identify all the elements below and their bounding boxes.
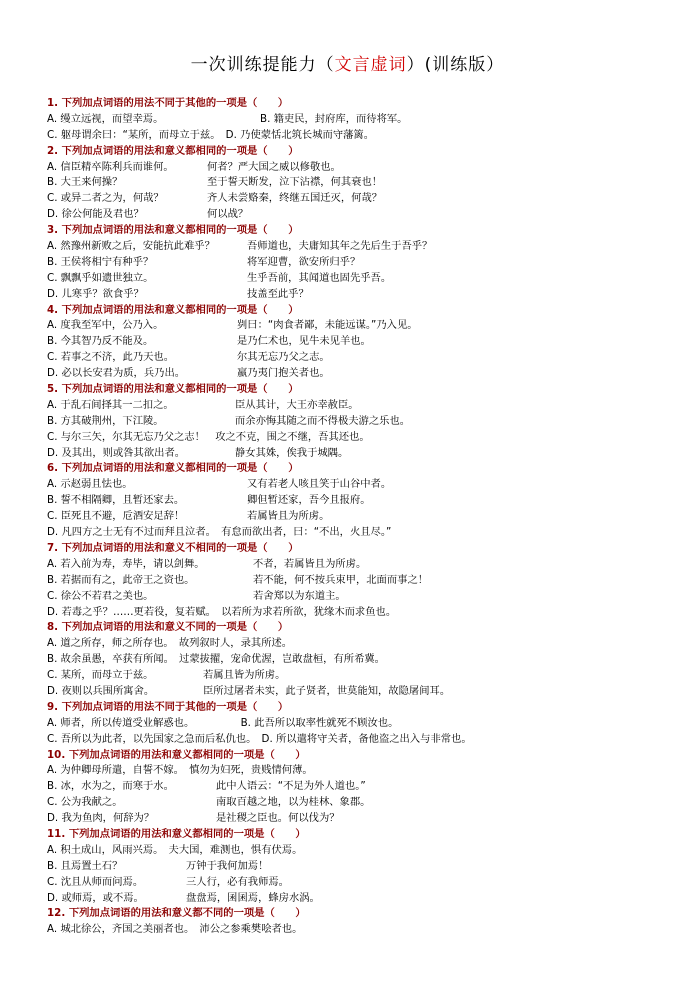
option-row xyxy=(47,636,672,652)
option-left: D. 凡四方之士无有不过而拜且泣者。 有怠而欲出者，曰：“不出，火且尽。” xyxy=(47,526,392,539)
option-right: 不者，若属皆且为所虏。 xyxy=(253,557,367,570)
option-right: 至于誓天断发，泣下沾襟，何其衰也！ xyxy=(207,176,383,189)
option-left: C. 或异二者之为，何哉？ xyxy=(47,192,164,205)
option-row xyxy=(47,175,672,191)
option-left: A. 若入前为寿，寿毕，请以剑舞。 xyxy=(47,557,205,570)
option-left: A. 信臣精卒陈利兵而谁何。 xyxy=(47,160,174,173)
option-left: A. 积土成山，风雨兴焉。 夫大国，难测也，惧有伏焉。 xyxy=(47,843,303,856)
option-left: C. 沈且从师而问焉。 xyxy=(47,875,144,888)
question-title: 8. 下列加点词语的用法和意义不同的一项是（ ） xyxy=(47,621,289,634)
option-left: A. 示赵弱且怯也。 xyxy=(47,478,133,491)
option-right: B. 籍吏民，封府库，而待将军。 xyxy=(260,112,408,125)
option-left: A. 缦立远视，而望幸焉。 xyxy=(47,112,164,125)
option-right: 吾师道也，夫庸知其年之先后生于吾乎？ xyxy=(247,240,433,253)
question-title: 1. 下列加点词语的用法不同于其他的一项是（ ） xyxy=(47,97,289,109)
question-title: 9. 下列加点词语的用法不同于其他的一项是（ ） xyxy=(47,700,289,713)
option-left: A. 道之所存，师之所存也。 故列叙时人，录其所述。 xyxy=(47,637,293,650)
question-list xyxy=(47,96,672,938)
option-right: 盘盘焉，囷囷焉，蜂房水涡。 xyxy=(186,891,320,904)
option-row xyxy=(47,430,672,446)
option-row xyxy=(47,891,672,907)
option-right: 若舍郑以为东道主。 xyxy=(253,589,346,602)
option-right: 是社稷之臣也。何以伐为？ xyxy=(216,812,340,825)
question-title: 12. 下列加点词语的用法和意义都不同的一项是（ ） xyxy=(47,907,306,920)
option-row xyxy=(47,207,672,223)
option-right: 刿曰：“肉食者鄙，未能远谋。”乃入见。 xyxy=(237,319,418,332)
option-left: D. 夜则以兵围所寓舍。 xyxy=(47,684,155,697)
option-row xyxy=(47,398,672,414)
title-highlight: 文言虚词 xyxy=(334,55,407,75)
option-left: C. 飘飘乎如遗世独立。 xyxy=(47,271,154,284)
question-title: 6. 下列加点词语的用法和意义都相同的一项是（ ） xyxy=(47,462,299,475)
option-left: D. 若毒之乎？……更若役，复若赋。 以若所为求若所欲，犹缘木而求鱼也。 xyxy=(47,605,397,618)
option-row xyxy=(47,922,672,938)
question-title: 7. 下列加点词语的用法和意义不相同的一项是（ ） xyxy=(47,541,299,554)
option-row xyxy=(47,811,672,827)
option-row xyxy=(47,287,672,303)
page-title xyxy=(0,50,695,75)
option-left: A. 城北徐公，齐国之美丽者也。 沛公之参乘樊哙者也。 xyxy=(47,923,303,936)
option-left: B. 且焉置土石？ xyxy=(47,859,123,872)
option-row xyxy=(47,732,672,748)
option-left: C. 若事之不济，此乃天也。 xyxy=(47,351,175,364)
option-right: 卿但暂还家，吾今且报府。 xyxy=(247,494,371,507)
option-right: 万钟于我何加焉！ xyxy=(186,859,269,872)
option-row xyxy=(47,318,672,334)
option-row xyxy=(47,716,672,732)
option-left: B. 大王来何操？ xyxy=(47,176,123,189)
option-row xyxy=(47,366,672,382)
option-row xyxy=(47,509,672,525)
option-right: 何以战？ xyxy=(207,208,249,221)
option-row xyxy=(47,191,672,207)
title-suffix: ）(训练版） xyxy=(406,55,505,75)
option-row xyxy=(47,573,672,589)
option-row xyxy=(47,875,672,891)
option-right: 若属皆且为所虏。 xyxy=(247,510,330,523)
option-row xyxy=(47,160,672,176)
option-left: B. 今其智乃反不能及。 xyxy=(47,335,154,348)
option-right: 将军迎曹，欲安所归乎？ xyxy=(247,255,361,268)
option-right: 又有若老人咳且笑于山谷中者。 xyxy=(247,478,392,491)
question-title: 11. 下列加点词语的用法和意义都相同的一项是（ ） xyxy=(47,827,306,840)
option-row xyxy=(47,859,672,875)
title-prefix: 一次训练提能力（ xyxy=(190,55,335,75)
option-right: 臣从其计，大王亦幸赦臣。 xyxy=(235,398,359,411)
option-right: 若属且皆为所虏。 xyxy=(203,669,286,682)
option-row xyxy=(47,414,672,430)
option-left: C. 与尔三矢，尔其无忘乃父之志！ 攻之不克，围之不继，吾其还也。 xyxy=(47,430,370,443)
option-right: 南取百越之地，以为桂林、象郡。 xyxy=(216,796,371,809)
option-right: 是乃仁术也，见牛未见羊也。 xyxy=(237,335,371,348)
option-right: 生乎吾前，其闻道也固先乎吾。 xyxy=(247,271,392,284)
option-left: C. 公为我献之。 xyxy=(47,796,123,809)
option-left: C. 臣死且不避，卮酒安足辞！ xyxy=(47,510,185,523)
option-row xyxy=(47,652,672,668)
option-left: A. 度我至军中，公乃入。 xyxy=(47,319,164,332)
option-right: 技盖至此乎？ xyxy=(247,287,309,300)
option-row xyxy=(47,843,672,859)
option-left: D. 及其出，则或咎其欲出者。 xyxy=(47,446,186,459)
option-left: C. 徐公不若君之美也。 xyxy=(47,589,154,602)
option-row xyxy=(47,589,672,605)
option-row xyxy=(47,605,672,621)
option-right: 若不能，何不按兵束甲，北面而事之！ xyxy=(253,573,429,586)
question-title: 10. 下列加点词语的用法和意义都相同的一项是（ ） xyxy=(47,748,306,761)
option-row xyxy=(47,477,672,493)
option-left: B. 王侯将相宁有种乎？ xyxy=(47,255,154,268)
option-left: A. 然豫州新败之后，安能抗此难乎？ xyxy=(47,240,215,253)
option-left: D. 或师焉，或不焉。 xyxy=(47,891,144,904)
option-left: D. 我为鱼肉，何辞为？ xyxy=(47,812,155,825)
option-left: C. 吾所以为此者，以先国家之急而后私仇也。 D. 所以遣将守关者，备他盗之出入与非常也。 xyxy=(47,732,472,745)
option-row xyxy=(47,493,672,509)
option-row xyxy=(47,763,672,779)
option-row xyxy=(47,525,672,541)
option-right: 此中人语云：“不足为外人道也。” xyxy=(216,780,366,793)
option-row xyxy=(47,350,672,366)
option-right: 静女其姝，俟我于城隅。 xyxy=(235,446,349,459)
option-row xyxy=(47,128,672,144)
question-title: 5. 下列加点词语的用法和意义都相同的一项是（ ） xyxy=(47,383,299,396)
option-row xyxy=(47,334,672,350)
option-row xyxy=(47,795,672,811)
option-left: B. 故余虽愚，卒获有所闻。 过蒙拔擢，宠命优渥，岂敢盘桓，有所希冀。 xyxy=(47,653,385,666)
option-left: B. 若据而有之，此帝王之资也。 xyxy=(47,573,195,586)
option-left: A. 为仲卿母所遣，自誓不嫁。 慎勿为妇死，贵贱情何薄。 xyxy=(47,764,313,777)
option-row xyxy=(47,684,672,700)
question-title: 2. 下列加点词语的用法和意义都相同的一项是（ ） xyxy=(47,144,299,157)
option-row xyxy=(47,446,672,462)
option-left: B. 冰，水为之，而寒于水。 xyxy=(47,780,174,793)
option-row xyxy=(47,239,672,255)
option-left: C. 躯母谓余曰：“某所，而母立于兹。 D. 乃使蒙恬北筑长城而守藩篱。 xyxy=(47,128,375,141)
option-row xyxy=(47,271,672,287)
option-right: 三人行，必有我师焉。 xyxy=(186,875,289,888)
option-right: 尔其无忘乃父之志。 xyxy=(237,351,330,364)
option-row xyxy=(47,779,672,795)
option-right: 臣所过屠者未实，此子贤者，世莫能知，故隐屠间耳。 xyxy=(203,684,451,697)
option-row xyxy=(47,557,672,573)
option-left: B. 方其破荆州，下江陵。 xyxy=(47,414,164,427)
option-left: B. 誓不相隔卿，且暂还家去。 xyxy=(47,494,185,507)
option-left: D. 儿寒乎？欲食乎？ xyxy=(47,287,144,300)
option-right: 何者？严大国之威以修敬也。 xyxy=(207,160,341,173)
option-left: D. 必以长安君为质，兵乃出。 xyxy=(47,367,186,380)
option-right: 嬴乃夷门抱关者也。 xyxy=(237,367,330,380)
option-row xyxy=(47,668,672,684)
option-left: A. 于乱石间择其一二扣之。 xyxy=(47,398,174,411)
option-right: 而余亦悔其随之而不得极夫游之乐也。 xyxy=(235,414,411,427)
option-row xyxy=(47,255,672,271)
option-row xyxy=(47,112,672,128)
question-title: 3. 下列加点词语的用法和意义都相同的一项是（ ） xyxy=(47,224,299,237)
option-left: C. 某所，而母立于兹。 xyxy=(47,669,154,682)
question-title: 4. 下列加点词语的用法和意义都相同的一项是（ ） xyxy=(47,303,299,316)
option-right: 齐人未尝赂秦，终继五国迁灭，何哉？ xyxy=(207,192,383,205)
option-left: A. 师者，所以传道受业解惑也。 B. 此吾所以取率性就死不顾汝也。 xyxy=(47,716,399,729)
option-left: D. 徐公何能及君也？ xyxy=(47,208,144,221)
